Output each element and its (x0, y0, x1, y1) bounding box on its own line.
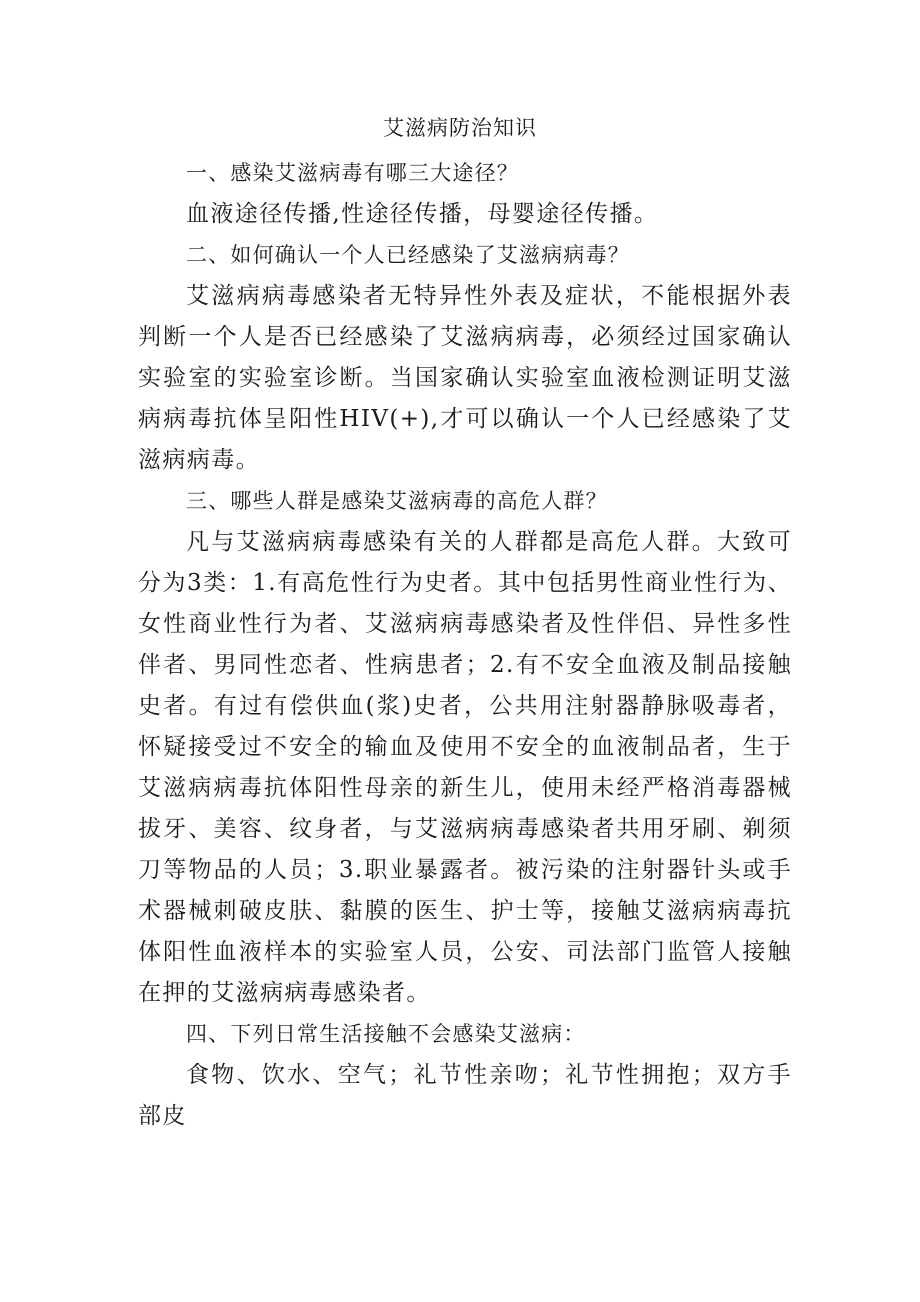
section-4-question: 四、下列日常生活接触不会感染艾滋病： (186, 1022, 586, 1046)
section-3-question: 三、哪些人群是感染艾滋病毒的高危人群？ (186, 489, 608, 513)
section-2-question: 二、如何确认一个人已经感染了艾滋病病毒？ (186, 243, 630, 267)
section-1-question: 一、感染艾滋病毒有哪三大途径？ (186, 161, 519, 185)
document-title: 艾滋病防治知识 (383, 116, 537, 140)
section-3-answer: 凡与艾滋病病毒感染有关的人群都是高危人群。大致可分为3类：1.有高危性行为史者。其中包括男性商业性行为、女性商业性行为者、艾滋病病毒感染者及性伴侣、异性多性伴者、男同性恋者、性病患者；2.有不安全血液及制品接触史者。有过有偿供血(浆)史者，公共用注射器静脉吸毒者，怀疑接受过不安全的输血及使用不安全的血液制品者，生于艾滋病病毒抗体阳性母亲的新生儿，使用未经严格消毒器械拔牙、美容、纹身者，与艾滋病病毒感染者共用牙刷、剃须刀等物品的人员；3.职业暴露者。被污染的注射器针头或手术器械刺破皮肤、黏膜的医生、护士等，接触艾滋病病毒抗体阳性血液样本的实验室人员，公安、司法部门监管人接触在押的艾滋病病毒感染者。 (138, 529, 792, 1006)
document-body (138, 153, 792, 1137)
section-2-answer: 艾滋病病毒感染者无特异性外表及症状，不能根据外表判断一个人是否已经感染了艾滋病病毒，必须经过国家确认实验室的实验室诊断。当国家确认实验室血液检测证明艾滋病病毒抗体呈阳性HIV(+),才可以确认一个人已经感染了艾滋病病毒。 (138, 283, 792, 473)
section-1-answer: 血液途径传播,性途径传播，母婴途径传播。 (186, 201, 659, 227)
section-4-answer: 食物、饮水、空气；礼节性亲吻；礼节性拥抱；双方手部皮 (138, 1062, 792, 1129)
